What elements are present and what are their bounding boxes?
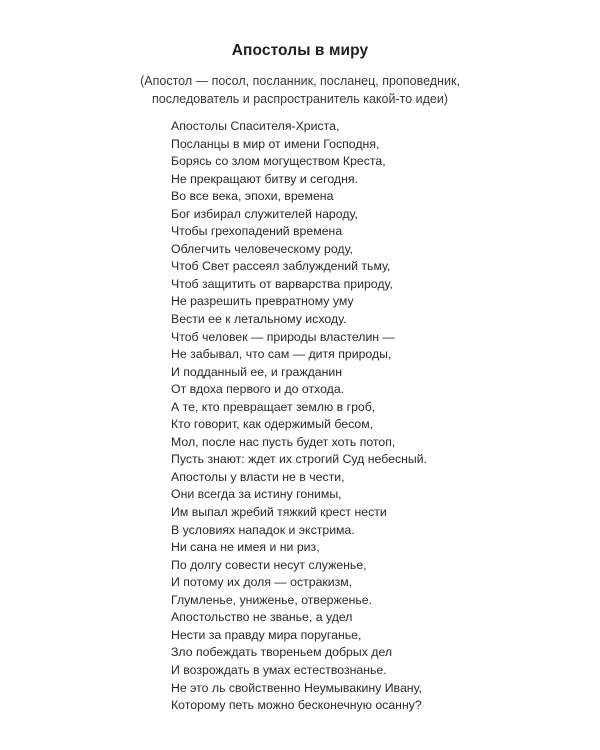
poem-line: Во все века, эпохи, времена bbox=[171, 189, 334, 204]
poem-line: Чтобы грехопадений времена bbox=[171, 224, 343, 239]
poem-line: И потому их доля — остракизм, bbox=[171, 575, 353, 590]
poem-line: Апостольство не званье, а удел bbox=[171, 610, 353, 625]
poem-line: От вдоха первого и до отхода. bbox=[171, 382, 345, 397]
poem-line: Апостолы у власти не в чести, bbox=[171, 469, 345, 484]
poem-line: Пусть знают: ждет их строгий Суд небесный. bbox=[171, 452, 428, 467]
subtitle-line: последователь и распространитель какой-то идеи) bbox=[152, 92, 448, 106]
poem-line: А те, кто превращает землю в гроб, bbox=[171, 399, 376, 414]
subtitle bbox=[0, 72, 600, 108]
poem-line: Апостолы Спасителя-Христа, bbox=[171, 119, 340, 133]
poem-line: Не забывал, что сам — дитя природы, bbox=[171, 347, 392, 362]
poem-line: Которому петь можно бесконечную осанну? bbox=[171, 698, 422, 713]
poem-line: Вести ее к летальному исходу. bbox=[171, 312, 347, 327]
poem-line: Не это ль свойственно Неумывакину Ивану, bbox=[171, 680, 422, 695]
poem-line: И подданный ее, и гражданин bbox=[171, 364, 343, 379]
poem-body bbox=[171, 118, 581, 715]
poem-line: Посланцы в мир от имени Господня, bbox=[171, 136, 380, 151]
poem-line: Зло побеждать твореньем добрых дел bbox=[171, 645, 393, 660]
poem-line: Кто говорит, как одержимый бесом, bbox=[171, 417, 374, 432]
poem-line: Глумленье, униженье, отверженье. bbox=[171, 592, 373, 607]
poem-line: Нести за правду мира поруганье, bbox=[171, 627, 362, 642]
page-title: Апостолы в миру bbox=[231, 42, 369, 59]
poem-line: Чтоб защитить от варварства природу, bbox=[171, 276, 393, 291]
poem-line: Они всегда за истину гонимы, bbox=[171, 487, 342, 502]
poem-line: Не прекращают битву и сегодня. bbox=[171, 171, 358, 186]
poem-line: Чтоб человек — природы властелин — bbox=[171, 329, 395, 344]
poem-line: И возрождать в умах естествознанье. bbox=[171, 662, 387, 677]
poem-line: В условиях нападок и экстрима. bbox=[171, 522, 355, 537]
subtitle-line: (Апостол — посол, посланник, посланец, проповедник, bbox=[140, 74, 460, 88]
poem-line: Борясь со злом могуществом Креста, bbox=[171, 154, 386, 169]
poem-line: Им выпал жребий тяжкий крест нести bbox=[171, 505, 387, 520]
poem-line: Чтоб Свет рассеял заблуждений тьму, bbox=[171, 259, 391, 274]
poem-line: Ни сана не имея и ни риз, bbox=[171, 540, 320, 555]
poem-line: Бог избирал служителей народу, bbox=[171, 206, 358, 221]
poem-line: Облегчить человеческому роду, bbox=[171, 241, 353, 256]
poem-line: Не разрешить превратному уму bbox=[171, 294, 354, 309]
poem-line: Мол, после нас пусть будет хоть потоп, bbox=[171, 434, 396, 449]
poem-line: По долгу совести несут служенье, bbox=[171, 557, 367, 572]
